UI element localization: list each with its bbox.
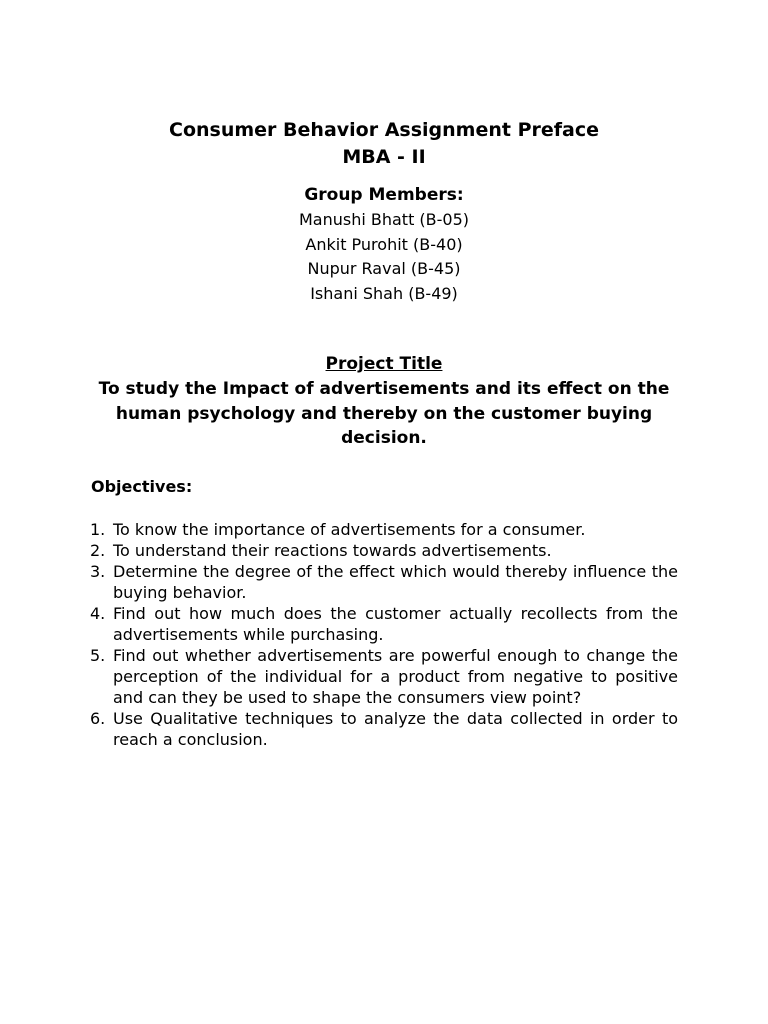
objective-item	[90, 519, 678, 540]
project-title-heading: Project Title	[325, 354, 443, 374]
objectives-list	[90, 519, 678, 750]
objective-number: 2.	[90, 541, 106, 560]
objective-number: 3.	[90, 562, 106, 581]
member-item: Nupur Raval (B-45)	[307, 259, 461, 278]
objective-number: 6.	[90, 709, 106, 728]
objective-number: 4.	[90, 604, 106, 623]
project-title-text: To study the Impact of advertisements and its effect on the human psychology and thereby on the customer buying decision.	[98, 379, 670, 448]
title-line-1: Consumer Behavior Assignment Preface	[169, 119, 599, 141]
objectives-heading: Objectives:	[91, 477, 193, 496]
objective-item	[90, 708, 678, 750]
group-members-heading: Group Members:	[304, 185, 464, 205]
member-item: Ankit Purohit (B-40)	[305, 234, 463, 254]
title-line-2: MBA - II	[342, 146, 426, 168]
objective-item	[90, 561, 678, 603]
objective-text: Find out how much does the customer actually recollects from the advertisements while purchasing.	[113, 604, 678, 644]
objective-item	[90, 603, 678, 645]
objective-text: Use Qualitative techniques to analyze the data collected in order to reach a conclusion.	[113, 709, 678, 749]
objective-text: Determine the degree of the effect which would thereby influence the buying behavior.	[113, 562, 678, 602]
member-item: Manushi Bhatt (B-05)	[298, 210, 470, 229]
objective-item	[90, 540, 678, 561]
objective-item	[90, 645, 678, 708]
group-members-list	[0, 208, 768, 306]
objective-text: To understand their reactions towards advertisements.	[113, 541, 552, 560]
objective-text: To know the importance of advertisements for a consumer.	[113, 520, 586, 539]
objective-number: 1.	[90, 520, 106, 539]
objective-text: Find out whether advertisements are powerful enough to change the perception of the individual for a product from negative to positive and can they be used to shape the consumers view point?	[113, 646, 678, 707]
member-item: Ishani Shah (B-49)	[310, 283, 458, 303]
objective-number: 5.	[90, 646, 106, 665]
document-title	[0, 117, 768, 171]
